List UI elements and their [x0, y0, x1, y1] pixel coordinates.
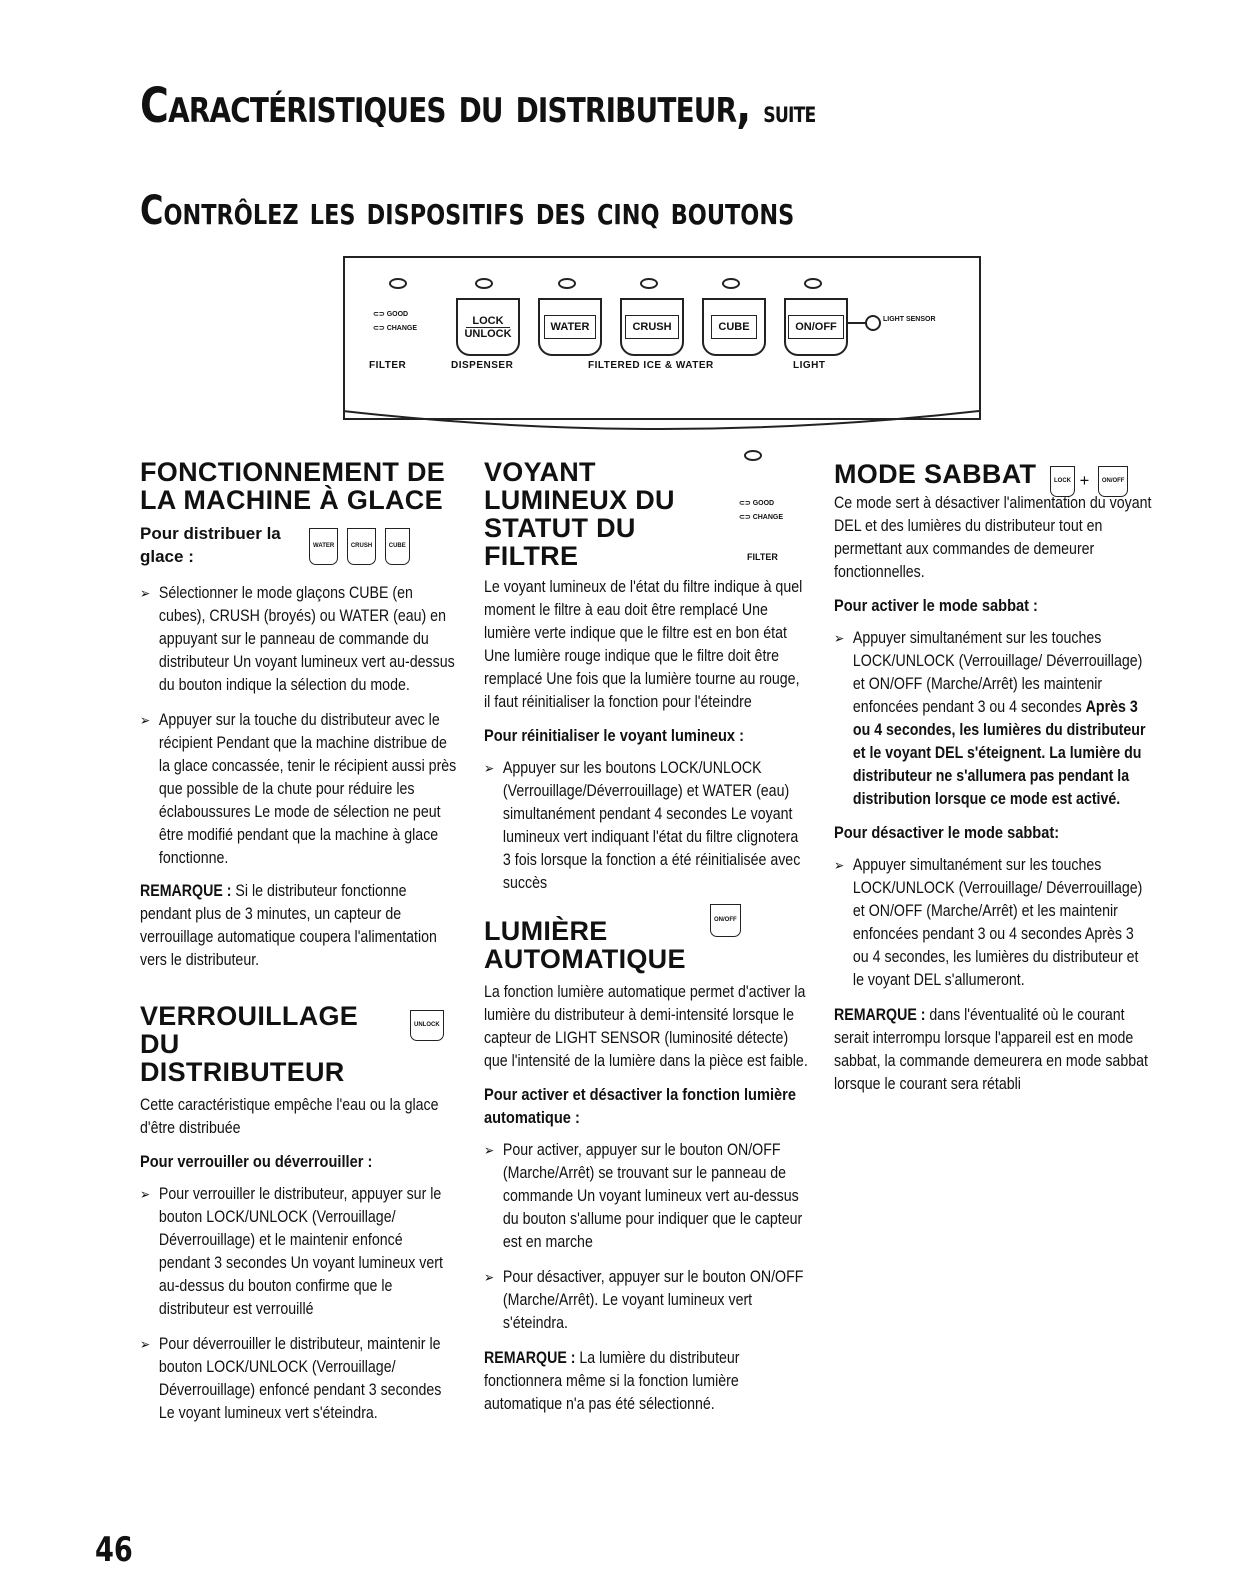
filter-small-label: FILTER — [747, 552, 778, 562]
led-indicator — [722, 278, 740, 289]
heading-filter-status: VOYANT LUMINEUX DU STATUT DU FILTRE — [484, 457, 675, 571]
light-label: LIGHT — [793, 360, 826, 371]
ice-buttons-icons — [305, 528, 410, 565]
onoff-sensor-icon: ON/OFF — [706, 904, 741, 937]
led-indicator — [640, 278, 658, 289]
filter-good-label: ⊂⊃ GOOD — [739, 500, 775, 507]
led-indicator — [804, 278, 822, 289]
heading-lock: VERROUILLAGE DU DISTRIBUTEUR — [140, 1001, 359, 1087]
sensor-connector — [846, 322, 866, 324]
led-indicator — [389, 278, 407, 289]
filter-reset-subheading: Pour réinitialiser le voyant lumineux : — [484, 726, 744, 745]
auto-light-step-1: ➢ Pour activer, appuyer sur le bouton ON/OFF (Marche/Arrêt) se trouvant sur le panneau de commande Un voyant lumineux vert au-dessus du bouton s'allume pour indiquer que le capteur est en marche — [484, 1139, 809, 1254]
sabbath-combo-icon: LOCK + ON/OFF — [1046, 466, 1128, 497]
filter-description: Le voyant lumineux de l'état du filtre indique à quel moment le filtre à eau doit être remplacé Une lumière verte indique que le filtre est en bon état Une lumière rouge indique que le filtre doit être remplacé Une fois que la lumière tourne au rouge, il faut réinitialiser la fonction pour l'éteindre — [484, 578, 803, 711]
water-mini-icon: WATER — [309, 528, 338, 565]
lock-step-2: ➢ Pour déverrouiller le distributeur, maintenir le bouton LOCK/UNLOCK (Verrouillage/ Déverrouillage) enfoncé pendant 3 secondes Le voyant lumineux vert s'éteindra. — [140, 1333, 457, 1425]
sabbath-note: REMARQUE : dans l'éventualité où le courant serait interrompu lorsque l'appareil est en mode sabbat, la commande demeurera en mode sabbat lorsque le courant sera rétabli — [834, 1006, 1148, 1093]
light-sensor-icon — [865, 315, 881, 331]
filter-label: FILTER — [369, 360, 407, 371]
water-button: WATER — [538, 298, 602, 356]
filter-change-label: ⊂⊃ CHANGE — [739, 514, 784, 521]
auto-light-step-2: ➢ Pour désactiver, appuyer sur le bouton ON/OFF (Marche/Arrêt). Le voyant lumineux vert s'éteindra. — [484, 1266, 809, 1335]
lock-mini-icon: UNLOCK — [406, 1010, 444, 1041]
page-title: Caractéristiques du distributeur, suite — [140, 78, 816, 134]
lock-description: Cette caractéristique empêche l'eau ou la glace d'être distribuée — [140, 1096, 439, 1137]
lock-unlock-button: LOCK UNLOCK — [456, 298, 520, 356]
heading-auto-light: LUMIÈRE AUTOMATIQUE — [484, 916, 686, 974]
good-label: ⊂⊃ GOOD — [373, 311, 409, 318]
cube-button: CUBE — [702, 298, 766, 356]
section-title: Contrôlez les dispositifs des cinq boutons — [140, 188, 795, 234]
auto-light-description: La fonction lumière automatique permet d'activer la lumière du distributeur à demi-intensité lorsque le capteur de LIGHT SENSOR (luminosité détecte) que l'intensité de la lumière dans la pièce est faible. — [484, 983, 808, 1070]
ice-step-1: ➢ Sélectionner le mode glaçons CUBE (en cubes), CRUSH (broyés) ou WATER (eau) en appuyant sur le panneau de commande du distributeur Un voyant lumineux vert au-dessus du bouton indique la sélection du mode. — [140, 582, 457, 697]
ice-step-2: ➢ Appuyer sur la touche du distributeur avec le récipient Pendant que la machine distribue de la glace concassée, tenir le récipient aussi près que possible de la chute pour réduire les éclaboussures Le mode de sélection ne peut être modifié pendant que la machine à glace fonctionne. — [140, 709, 457, 870]
heading-sabbath: MODE SABBAT — [834, 459, 1037, 489]
column-sabbath — [834, 460, 1154, 1096]
led-indicator — [558, 278, 576, 289]
filter-led-icon — [744, 450, 762, 461]
heading-ice-maker: FONCTIONNEMENT DE LA MACHINE À GLACE — [140, 457, 446, 515]
filter-reset-step: ➢ Appuyer sur les boutons LOCK/UNLOCK (Verrouillage/Déverrouillage) et WATER (eau) simultanément pendant 4 secondes Le voyant lumineux vert indiquant l'état du filtre clignotera 3 fois lorsque la fonction a été réinitialisée avec succès — [484, 757, 809, 895]
lock-subheading: Pour verrouiller ou déverrouiller : — [140, 1152, 373, 1171]
sabbath-activate-subheading: Pour activer le mode sabbat : — [834, 596, 1038, 615]
crush-button: CRUSH — [620, 298, 684, 356]
sabbath-deactivate-subheading: Pour désactiver le mode sabbat: — [834, 823, 1060, 842]
cube-mini-icon: CUBE — [385, 528, 410, 565]
light-sensor-label: LIGHT SENSOR — [883, 316, 936, 323]
sabbath-deactivate-step: ➢ Appuyer simultanément sur les touches LOCK/UNLOCK (Verrouillage/ Déverrouillage) et ON/OFF (Marche/Arrêt) et les maintenir enfoncées pendant 3 ou 4 secondes Après 3 ou 4 secondes, les lumières du distributeur et le voyant DEL s'allumeront. — [834, 854, 1153, 992]
ice-intro: Pour distribuer la glace : — [140, 524, 281, 566]
led-indicator — [475, 278, 493, 289]
change-label: ⊂⊃ CHANGE — [373, 325, 418, 332]
column-ice-maker — [140, 458, 458, 1425]
ice-note: REMARQUE : Si le distributeur fonctionne pendant plus de 3 minutes, un capteur de verrouillage automatique coupera l'alimentation vers le distributeur. — [140, 882, 437, 969]
crush-mini-icon: CRUSH — [347, 528, 376, 565]
column-filter-light — [484, 458, 810, 1416]
sabbath-description: Ce mode sert à désactiver l'alimentation du voyant DEL et des lumières du distributeur tout en permettant aux commandes de demeurer fonctionnelles. — [834, 494, 1152, 581]
onoff-button: ON/OFF — [784, 298, 848, 356]
lock-step-1: ➢ Pour verrouiller le distributeur, appuyer sur le bouton LOCK/UNLOCK (Verrouillage/ Déverrouillage) et le maintenir enfoncé pendant 3 secondes Un voyant lumineux vert au-dessus du bouton confirme que le distributeur est verrouillé — [140, 1183, 457, 1321]
filtered-label: FILTERED ICE & WATER — [588, 360, 714, 371]
page-number: 46 — [95, 1530, 133, 1570]
sabbath-activate-step: ➢ Appuyer simultanément sur les touches LOCK/UNLOCK (Verrouillage/ Déverrouillage) et ON/OFF (Marche/Arrêt) les maintenir enfoncées pendant 3 ou 4 secondes Après 3 ou 4 secondes, les lumières du distributeur et le voyant DEL s'éteignent. La lumière du distributeur ne s'allumera pas pendant la distribution lorsque ce mode est activé. — [834, 627, 1153, 811]
panel-bottom-curve — [343, 395, 979, 435]
auto-light-subheading: Pour activer et désactiver la fonction lumière automatique : — [484, 1085, 797, 1127]
auto-light-note: REMARQUE : La lumière du distributeur fonctionnera même si la fonction lumière automatique n'a pas été sélectionné. — [484, 1349, 740, 1413]
dispenser-label: DISPENSER — [451, 360, 514, 371]
